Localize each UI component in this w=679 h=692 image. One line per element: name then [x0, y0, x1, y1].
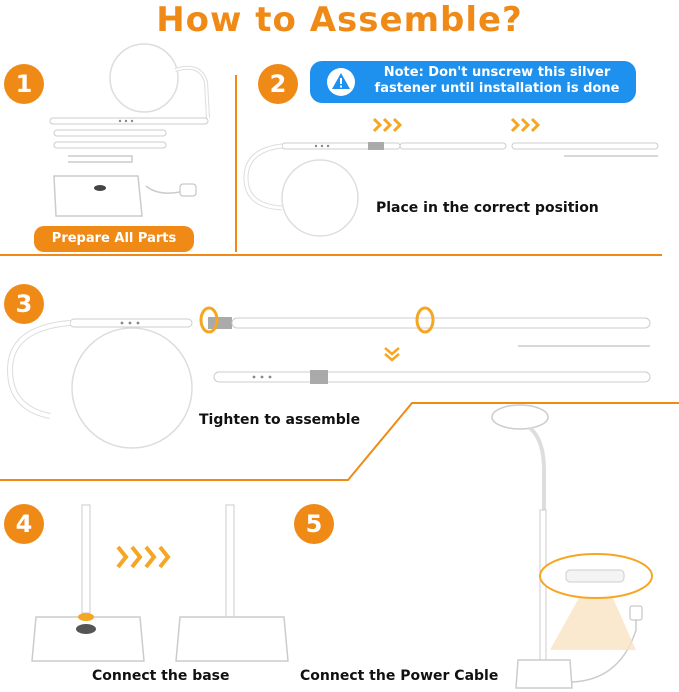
step-2-assembly-illustration [242, 138, 662, 248]
step-5-lamp-illustration [490, 400, 679, 690]
warning-icon [326, 67, 356, 97]
step-2-caption: Place in the correct position [376, 200, 599, 216]
rotate-arrow-icon [197, 305, 221, 335]
chevron-arrows-icon [510, 117, 550, 133]
rotate-arrow-icon [413, 305, 437, 335]
step-1-parts-illustration [40, 40, 240, 210]
chevron-arrows-icon [372, 117, 412, 133]
note-box [310, 61, 636, 103]
step-1-badge: 1 [4, 64, 44, 104]
step-3-badge: 3 [4, 284, 44, 324]
step-5-badge: 5 [294, 504, 334, 544]
step-3-caption: Tighten to assemble [199, 412, 361, 428]
prepare-parts-label: Prepare All Parts [34, 226, 194, 252]
step-2-badge: 2 [258, 64, 298, 104]
step-4-badge: 4 [4, 504, 44, 544]
chevron-arrows-icon [382, 346, 402, 362]
page-title: How to Assemble? [156, 0, 523, 40]
note-text: Note: Don't unscrew this silver fastener until installation is done [374, 65, 620, 96]
step-4-base-illustration [30, 505, 300, 665]
step-5-caption: Connect the Power Cable [300, 668, 499, 684]
step-4-caption: Connect the base [92, 668, 230, 684]
